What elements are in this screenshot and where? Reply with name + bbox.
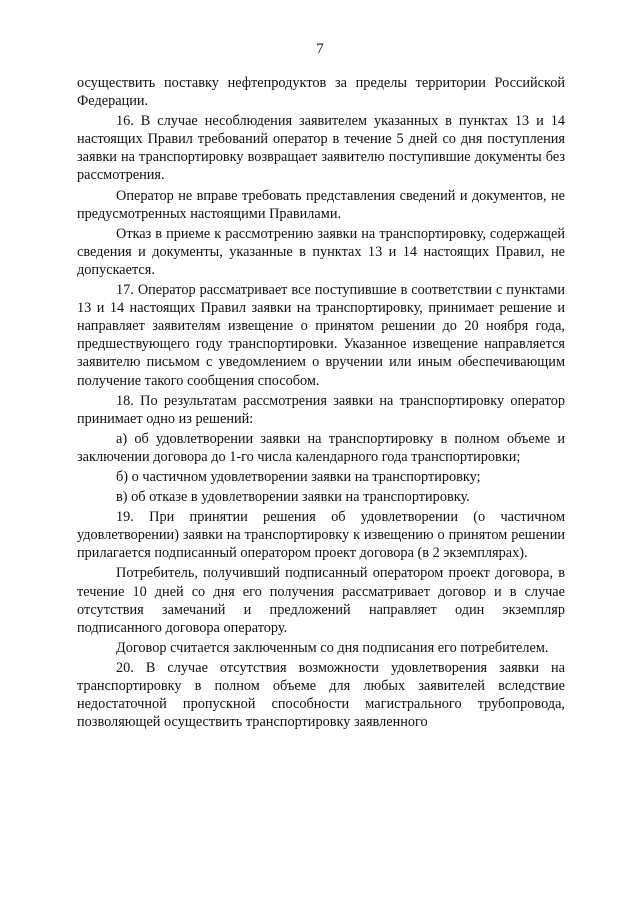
paragraph: 16. В случае несоблюдения заявителем указанных в пунктах 13 и 14 настоящих Правил требований оператор в течение 5 дней со дня поступления заявки на транспортировку возвращает заявителю поступившие документы без рассмотрения. <box>77 113 565 184</box>
paragraph: Потребитель, получивший подписанный оператором проект договора, в течение 10 дней со дня его получения рассматривает договор и в случае отсутствия замечаний и предложений направляет один экземпляр подписанного договора оператору. <box>77 565 565 636</box>
page-number: 7 <box>316 41 324 57</box>
document-body <box>77 74 565 731</box>
paragraph: 19. При принятии решения об удовлетворении (о частичном удовлетворении) заявки на транспортировку к извещению о принятом решении прилагается подписанный оператором проект договора (в 2 экземплярах). <box>77 509 565 562</box>
paragraph: Договор считается заключенным со дня подписания его потребителем. <box>116 639 549 656</box>
paragraph: в) об отказе в удовлетворении заявки на транспортировку. <box>116 489 470 506</box>
paragraph: 17. Оператор рассматривает все поступившие в соответствии с пунктами 13 и 14 настоящих Правил заявки на транспортировку, принимает решение и направляет заявителям извещение о принятом решении до 20 ноября года, предшествующего году транспортировки. Указанное извещение направляется заявителю письмом с уведомлением о вручении или иным обеспечивающим получение такого сообщения способом. <box>77 282 565 389</box>
paragraph: Оператор не вправе требовать представления сведений и документов, не предусмотренных настоящими Правилами. <box>77 187 565 222</box>
paragraph: б) о частичном удовлетворении заявки на транспортировку; <box>116 468 481 485</box>
paragraph: Отказ в приеме к рассмотрению заявки на транспортировку, содержащей сведения и документы, указанные в пунктах 13 и 14 настоящих Правил, не допускается. <box>77 225 565 278</box>
paragraph: осуществить поставку нефтепродуктов за пределы территории Российской Федерации. <box>77 75 565 110</box>
paragraph: 18. По результатам рассмотрения заявки на транспортировку оператор принимает одно из решений: <box>77 392 565 427</box>
paragraph: а) об удовлетворении заявки на транспортировку в полном объеме и заключении договора до 1-го числа календарного года транспортировки; <box>77 430 565 465</box>
paragraph: 20. В случае отсутствия возможности удовлетворения заявки на транспортировку в полном объеме для любых заявителей вследствие недостаточной пропускной способности магистрального трубопровода, позволяющей осуществить транспортировку заявленного <box>77 659 565 731</box>
